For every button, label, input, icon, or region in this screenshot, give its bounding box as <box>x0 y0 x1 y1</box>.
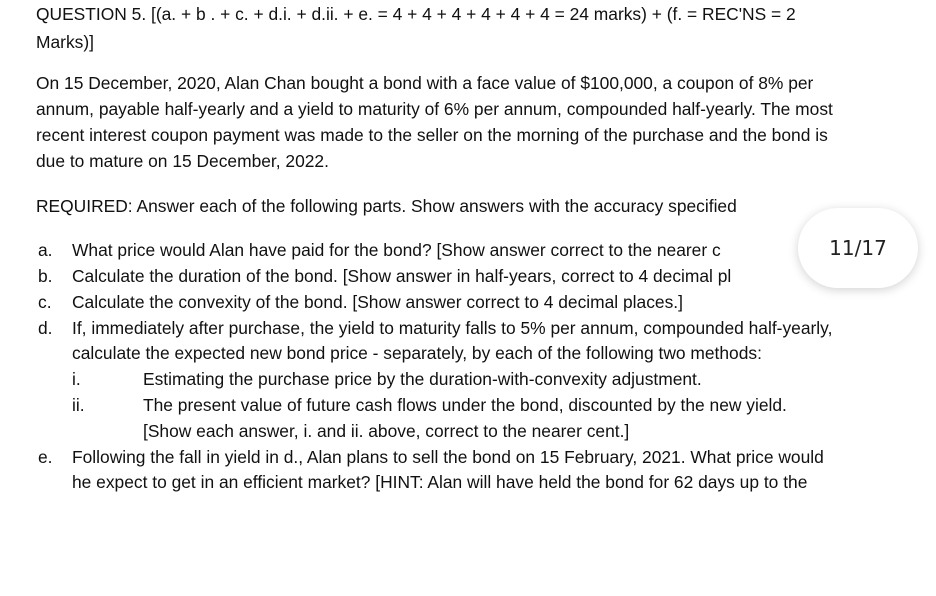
part-c-text: Calculate the convexity of the bond. [Show answer correct to 4 decimal places.] <box>72 292 683 312</box>
part-b-marker: b. <box>38 266 53 286</box>
part-d-marker: d. <box>38 318 53 338</box>
part-e-text-line2: he expect to get in an efficient market? [HINT: Alan will have held the bond for 62 days up to the <box>72 472 808 492</box>
part-b-text: Calculate the duration of the bond. [Show answer in half-years, correct to 4 decimal pl <box>72 266 732 286</box>
subpart-i-text: Estimating the purchase price by the duration-with-convexity adjustment. <box>143 369 702 389</box>
part-a-marker: a. <box>38 240 53 260</box>
intro-line-4: due to mature on 15 December, 2022. <box>36 151 329 171</box>
part-e-text-line1: Following the fall in yield in d., Alan plans to sell the bond on 15 February, 2021. What price would <box>72 447 824 467</box>
part-c-marker: c. <box>38 292 52 312</box>
question-heading-line2: Marks)] <box>36 32 94 52</box>
required-instruction: REQUIRED: Answer each of the following parts. Show answers with the accuracy specified <box>36 196 737 216</box>
subparts-note: [Show each answer, i. and ii. above, correct to the nearer cent.] <box>143 421 630 441</box>
question-heading-line1: QUESTION 5. [(a. + b . + c. + d.i. + d.ii. + e. = 4 + 4 + 4 + 4 + 4 + 4 = 24 marks) + (f. = REC'NS = 2 <box>36 4 796 24</box>
part-a-text: What price would Alan have paid for the bond? [Show answer correct to the nearer c <box>72 240 721 260</box>
page-indicator-text: 11/17 <box>829 236 887 260</box>
part-d-text-line1: If, immediately after purchase, the yield to maturity falls to 5% per annum, compounded half-yearly, <box>72 318 833 338</box>
intro-line-1: On 15 December, 2020, Alan Chan bought a bond with a face value of $100,000, a coupon of 8% per <box>36 73 814 93</box>
intro-line-2: annum, payable half-yearly and a yield to maturity of 6% per annum, compounded half-yearly. The most <box>36 99 833 119</box>
subpart-ii-marker: ii. <box>72 395 85 415</box>
intro-line-3: recent interest coupon payment was made to the seller on the morning of the purchase and the bond is <box>36 125 828 145</box>
subpart-i-marker: i. <box>72 369 81 389</box>
part-d-text-line2: calculate the expected new bond price - separately, by each of the following two methods: <box>72 343 762 363</box>
part-e-marker: e. <box>38 447 53 467</box>
subpart-ii-text: The present value of future cash flows under the bond, discounted by the new yield. <box>143 395 787 415</box>
page-indicator-badge[interactable] <box>798 208 918 288</box>
